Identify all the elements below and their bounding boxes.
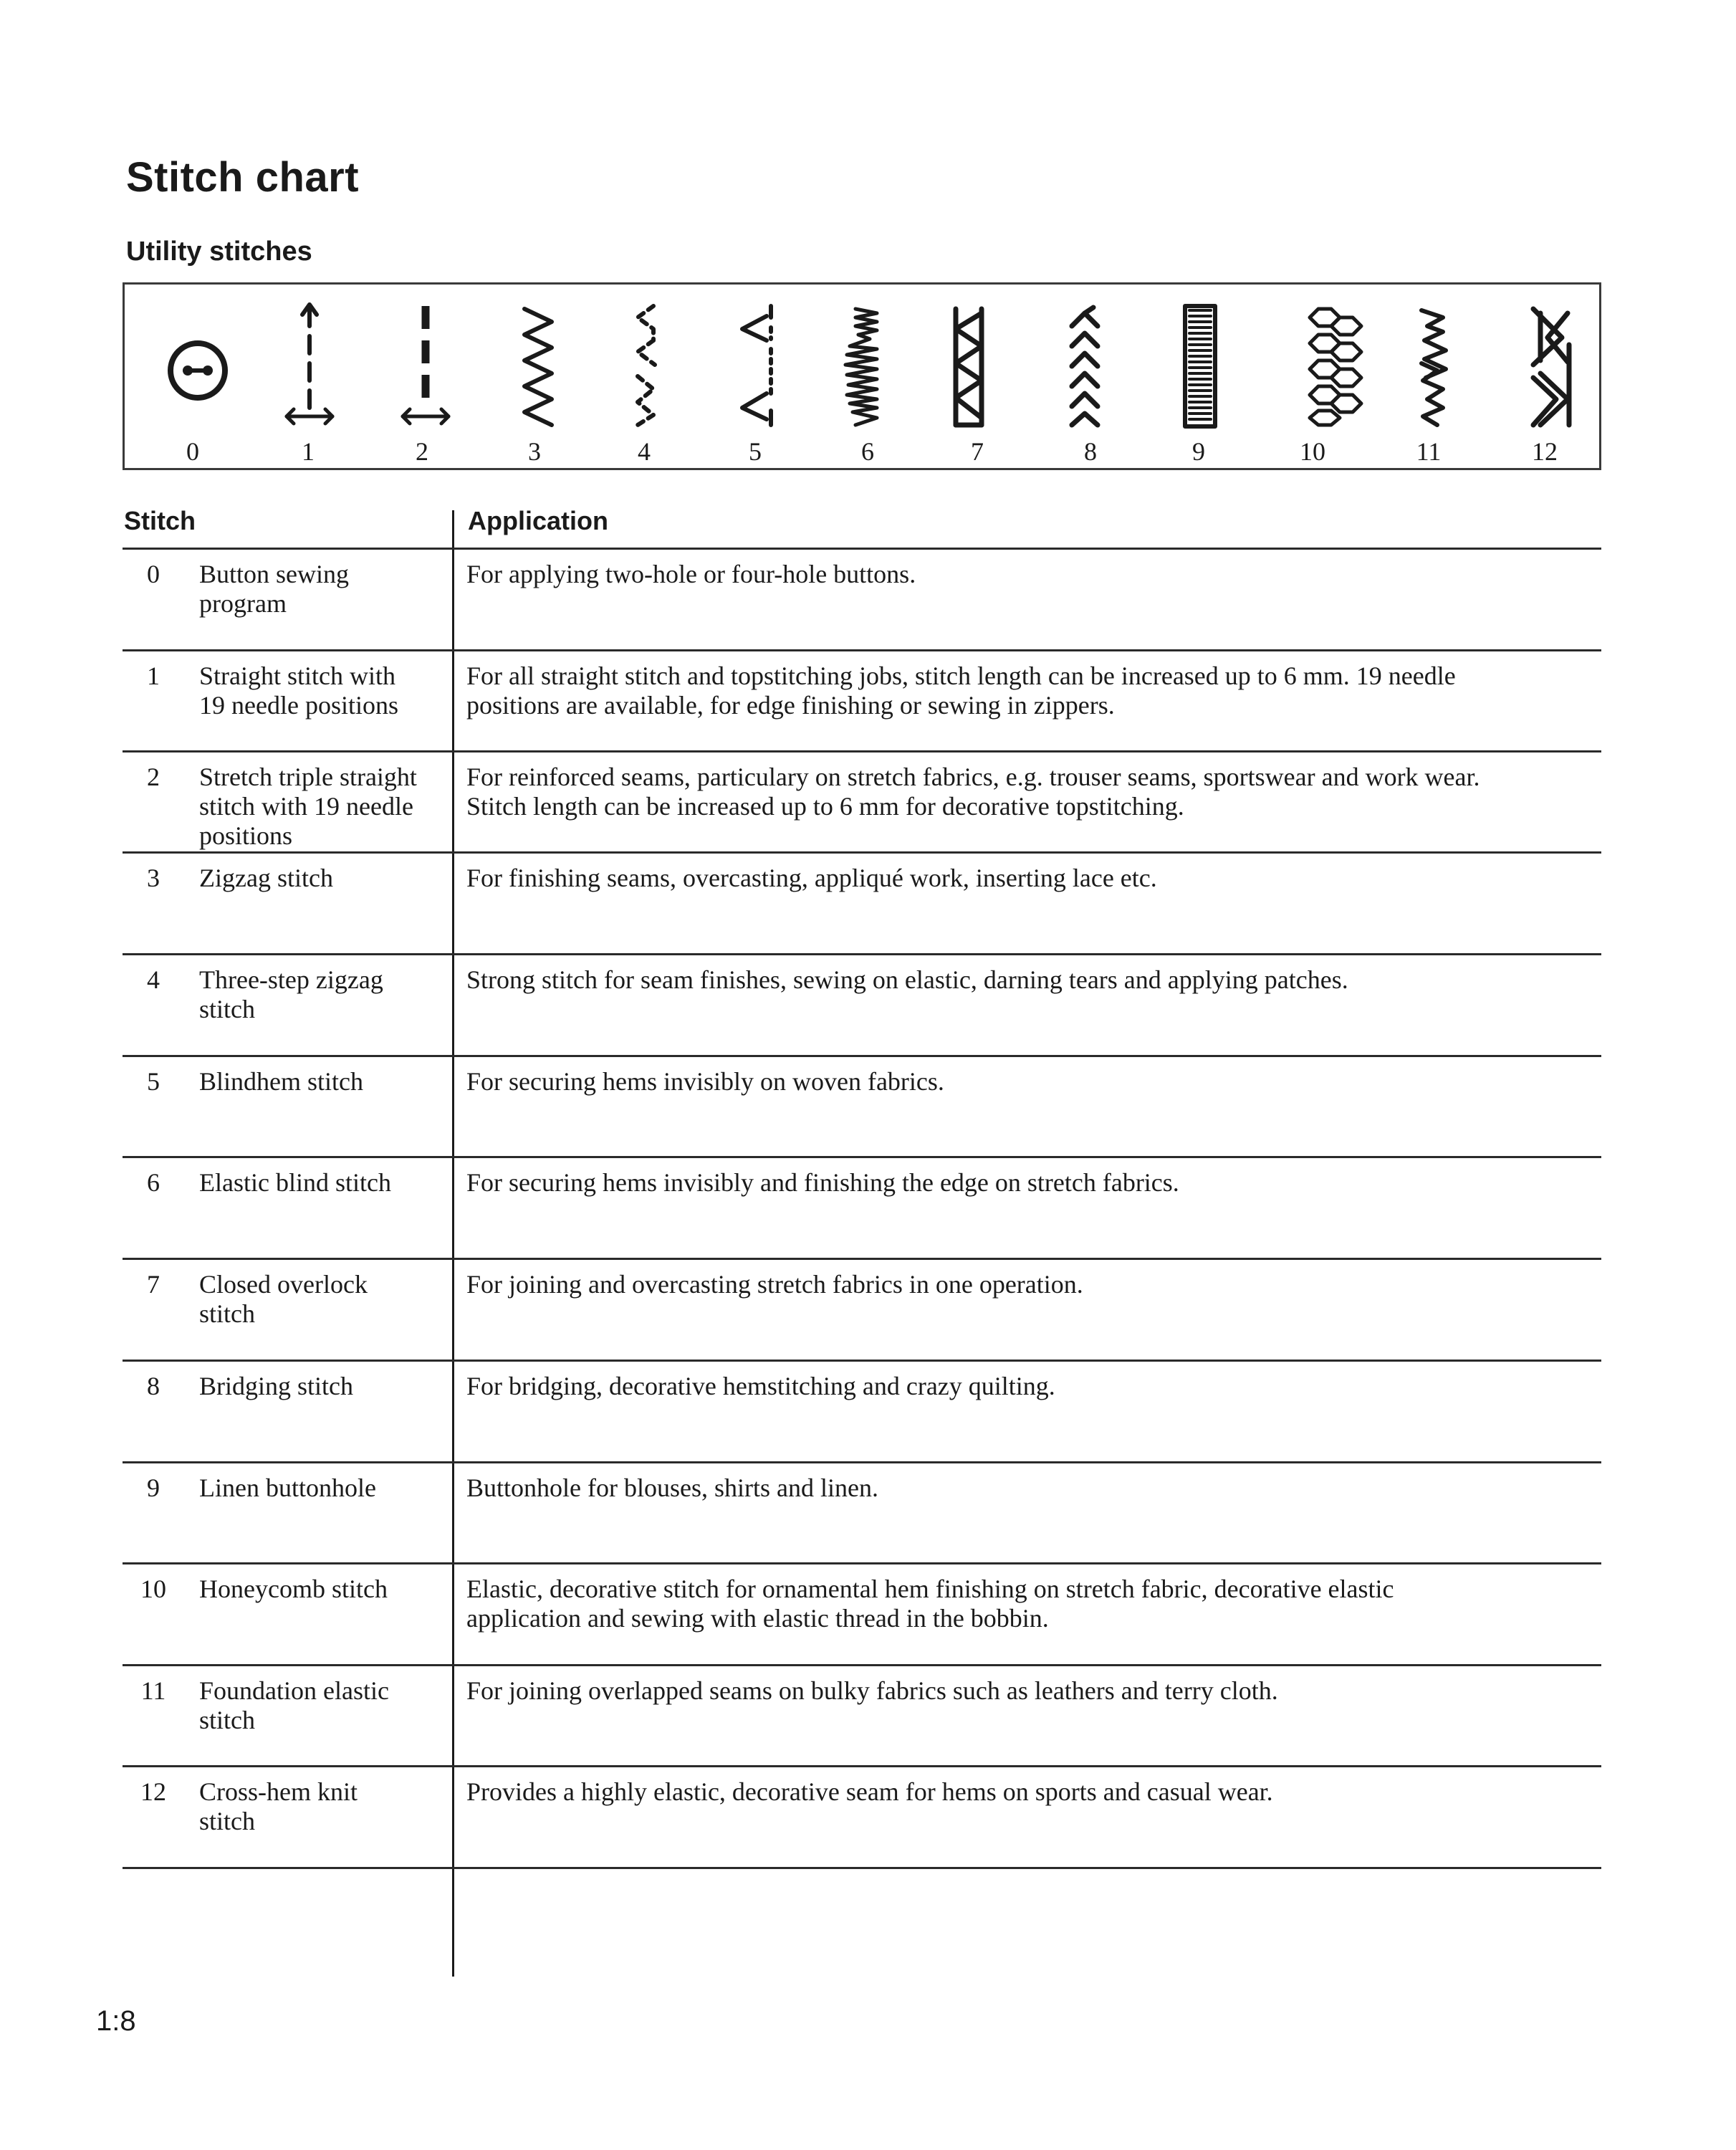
stitch-number: 2 bbox=[147, 763, 160, 791]
cross-hem-knit-icon bbox=[1533, 309, 1569, 425]
stitch-application bbox=[466, 1270, 1606, 1299]
button-sewing-icon bbox=[171, 343, 225, 398]
stitch-number-label: 4 bbox=[638, 437, 651, 466]
stitch-application-line: Strong stitch for seam finishes, sewing on elastic, darning tears and applying patches. bbox=[466, 965, 1348, 994]
row-divider bbox=[123, 649, 1601, 651]
stitch-name-line: stitch bbox=[199, 1706, 255, 1734]
row-divider bbox=[123, 1258, 1601, 1260]
stitch-name bbox=[199, 1676, 450, 1735]
column-header-application: Application bbox=[468, 506, 608, 535]
blindhem-stitch-icon bbox=[742, 306, 771, 425]
stitch-number: 11 bbox=[140, 1676, 166, 1705]
row-divider bbox=[123, 548, 1601, 550]
stitch-number: 0 bbox=[147, 560, 160, 588]
row-divider bbox=[123, 1664, 1601, 1666]
stitch-application-line: For all straight stitch and topstitching jobs, stitch length can be increased up to 6 mm. 19 needle bbox=[466, 661, 1456, 690]
stitch-application-line: For joining overlapped seams on bulky fabrics such as leathers and terry cloth. bbox=[466, 1676, 1278, 1705]
row-divider bbox=[123, 1562, 1601, 1564]
stitch-name-line: Foundation elastic bbox=[199, 1676, 389, 1705]
stitch-name-line: Closed overlock bbox=[199, 1270, 368, 1299]
zigzag-stitch-icon bbox=[524, 309, 552, 425]
stitch-name-line: stitch bbox=[199, 1299, 255, 1328]
row-divider bbox=[123, 1055, 1601, 1057]
stitch-application bbox=[466, 1473, 1606, 1503]
row-divider bbox=[123, 1461, 1601, 1463]
stitch-name-line: stitch bbox=[199, 1807, 255, 1835]
stitch-name-line: Honeycomb stitch bbox=[199, 1575, 388, 1603]
row-divider bbox=[123, 750, 1601, 752]
stitch-application-line: Buttonhole for blouses, shirts and linen. bbox=[466, 1473, 878, 1502]
stitch-application-line: application and sewing with elastic thread in the bobbin. bbox=[466, 1604, 1049, 1633]
linen-buttonhole-icon bbox=[1185, 306, 1215, 426]
stitch-number-label: 9 bbox=[1192, 437, 1205, 466]
row-divider bbox=[123, 1156, 1601, 1158]
stitch-name-line: Cross-hem knit bbox=[199, 1777, 358, 1806]
stitch-number: 12 bbox=[140, 1777, 166, 1806]
stitch-application-line: Elastic, decorative stitch for ornamental hem finishing on stretch fabric, decorative elastic bbox=[466, 1575, 1394, 1603]
stitch-name-line: Blindhem stitch bbox=[199, 1067, 363, 1096]
stitch-application-line: For bridging, decorative hemstitching and crazy quilting. bbox=[466, 1372, 1055, 1400]
stitch-name bbox=[199, 1067, 450, 1096]
three-step-zigzag-icon bbox=[638, 306, 655, 425]
row-divider bbox=[123, 851, 1601, 854]
stitch-number-label: 10 bbox=[1300, 437, 1325, 466]
row-divider bbox=[123, 953, 1601, 955]
stitch-application bbox=[466, 661, 1606, 720]
stitch-application-line: For securing hems invisibly on woven fabrics. bbox=[466, 1067, 944, 1096]
stitch-application bbox=[466, 763, 1606, 821]
stitch-name-line: Stretch triple straight bbox=[199, 763, 417, 791]
stitch-application-line: For applying two-hole or four-hole buttons. bbox=[466, 560, 916, 588]
stitch-application-line: Stitch length can be increased up to 6 mm for decorative topstitching. bbox=[466, 792, 1184, 821]
foundation-elastic-icon bbox=[1421, 310, 1446, 425]
stitch-number: 9 bbox=[147, 1473, 160, 1502]
column-divider bbox=[452, 510, 454, 1977]
stitch-application bbox=[466, 864, 1606, 893]
straight-stitch-icon bbox=[287, 305, 332, 424]
stitch-application-line: For securing hems invisibly and finishing the edge on stretch fabrics. bbox=[466, 1168, 1179, 1197]
stitch-name bbox=[199, 1270, 450, 1329]
stitch-number: 8 bbox=[147, 1372, 160, 1400]
stitch-application-line: For reinforced seams, particulary on stretch fabrics, e.g. trouser seams, sportswear and work wear. bbox=[466, 763, 1480, 791]
stitch-number-label: 3 bbox=[528, 437, 541, 466]
stitch-icon-panel bbox=[123, 282, 1601, 470]
stitch-number: 3 bbox=[147, 864, 160, 892]
stitch-number: 5 bbox=[147, 1067, 160, 1096]
stitch-number-label: 5 bbox=[749, 437, 762, 466]
honeycomb-stitch-icon bbox=[1310, 309, 1361, 425]
stitch-number-label: 11 bbox=[1416, 437, 1442, 466]
stitch-application-line: Provides a highly elastic, decorative seam for hems on sports and casual wear. bbox=[466, 1777, 1273, 1806]
page-title: Stitch chart bbox=[126, 154, 360, 201]
stitch-name-line: Bridging stitch bbox=[199, 1372, 353, 1400]
elastic-blind-stitch-icon bbox=[845, 309, 877, 425]
stitch-number-label: 2 bbox=[416, 437, 428, 466]
stitch-application bbox=[466, 560, 1606, 589]
stitch-name-line: stitch with 19 needle bbox=[199, 792, 413, 821]
row-divider bbox=[123, 1765, 1601, 1767]
stitch-application-line: For finishing seams, overcasting, appliqué work, inserting lace etc. bbox=[466, 864, 1157, 892]
stitch-number-label: 12 bbox=[1532, 437, 1558, 466]
stitch-name bbox=[199, 661, 450, 720]
page-number: 1:8 bbox=[96, 2005, 136, 2037]
stitch-name-line: Button sewing bbox=[199, 560, 350, 588]
stitch-name-line: Linen buttonhole bbox=[199, 1473, 376, 1502]
row-divider bbox=[123, 1360, 1601, 1362]
stitch-application-line: For joining and overcasting stretch fabrics in one operation. bbox=[466, 1270, 1083, 1299]
stitch-name-line: program bbox=[199, 589, 287, 618]
stitch-number-label: 6 bbox=[861, 437, 874, 466]
stitch-number: 7 bbox=[147, 1270, 160, 1299]
stitch-name bbox=[199, 864, 450, 893]
stitch-application-line: positions are available, for edge finishing or sewing in zippers. bbox=[466, 691, 1115, 720]
stitch-application bbox=[466, 1067, 1606, 1096]
stitch-name bbox=[199, 965, 450, 1024]
stitch-number: 10 bbox=[140, 1575, 166, 1603]
stitch-application bbox=[466, 965, 1606, 995]
stitch-application bbox=[466, 1168, 1606, 1198]
section-title: Utility stitches bbox=[126, 236, 312, 267]
stitch-number-label: 7 bbox=[971, 437, 984, 466]
stitch-name bbox=[199, 763, 450, 851]
row-divider bbox=[123, 1867, 1601, 1869]
stitch-name-line: Zigzag stitch bbox=[199, 864, 333, 892]
stitch-number-label: 8 bbox=[1084, 437, 1097, 466]
stitch-number: 6 bbox=[147, 1168, 160, 1197]
stitch-name bbox=[199, 1777, 450, 1836]
stitch-application bbox=[466, 1676, 1606, 1706]
stitch-name bbox=[199, 560, 450, 618]
stitch-name bbox=[199, 1168, 450, 1198]
bridging-stitch-icon bbox=[1072, 307, 1098, 425]
stitch-name-line: Elastic blind stitch bbox=[199, 1168, 391, 1197]
stitch-name-line: 19 needle positions bbox=[199, 691, 398, 720]
stitch-name-line: positions bbox=[199, 821, 293, 850]
stitch-name bbox=[199, 1372, 450, 1401]
triple-straight-stitch-icon bbox=[403, 306, 449, 424]
stitch-name-line: Straight stitch with bbox=[199, 661, 395, 690]
stitch-application bbox=[466, 1777, 1606, 1807]
column-header-stitch: Stitch bbox=[124, 506, 196, 535]
stitch-name-line: Three-step zigzag bbox=[199, 965, 383, 994]
stitch-number-label: 1 bbox=[302, 437, 315, 466]
stitch-application bbox=[466, 1575, 1606, 1633]
stitch-number: 1 bbox=[147, 661, 160, 690]
stitch-name bbox=[199, 1575, 450, 1604]
stitch-name bbox=[199, 1473, 450, 1503]
stitch-number: 4 bbox=[147, 965, 160, 994]
stitch-number-label: 0 bbox=[186, 437, 199, 466]
stitch-name-line: stitch bbox=[199, 995, 255, 1023]
closed-overlock-icon bbox=[956, 309, 982, 425]
stitch-application bbox=[466, 1372, 1606, 1401]
